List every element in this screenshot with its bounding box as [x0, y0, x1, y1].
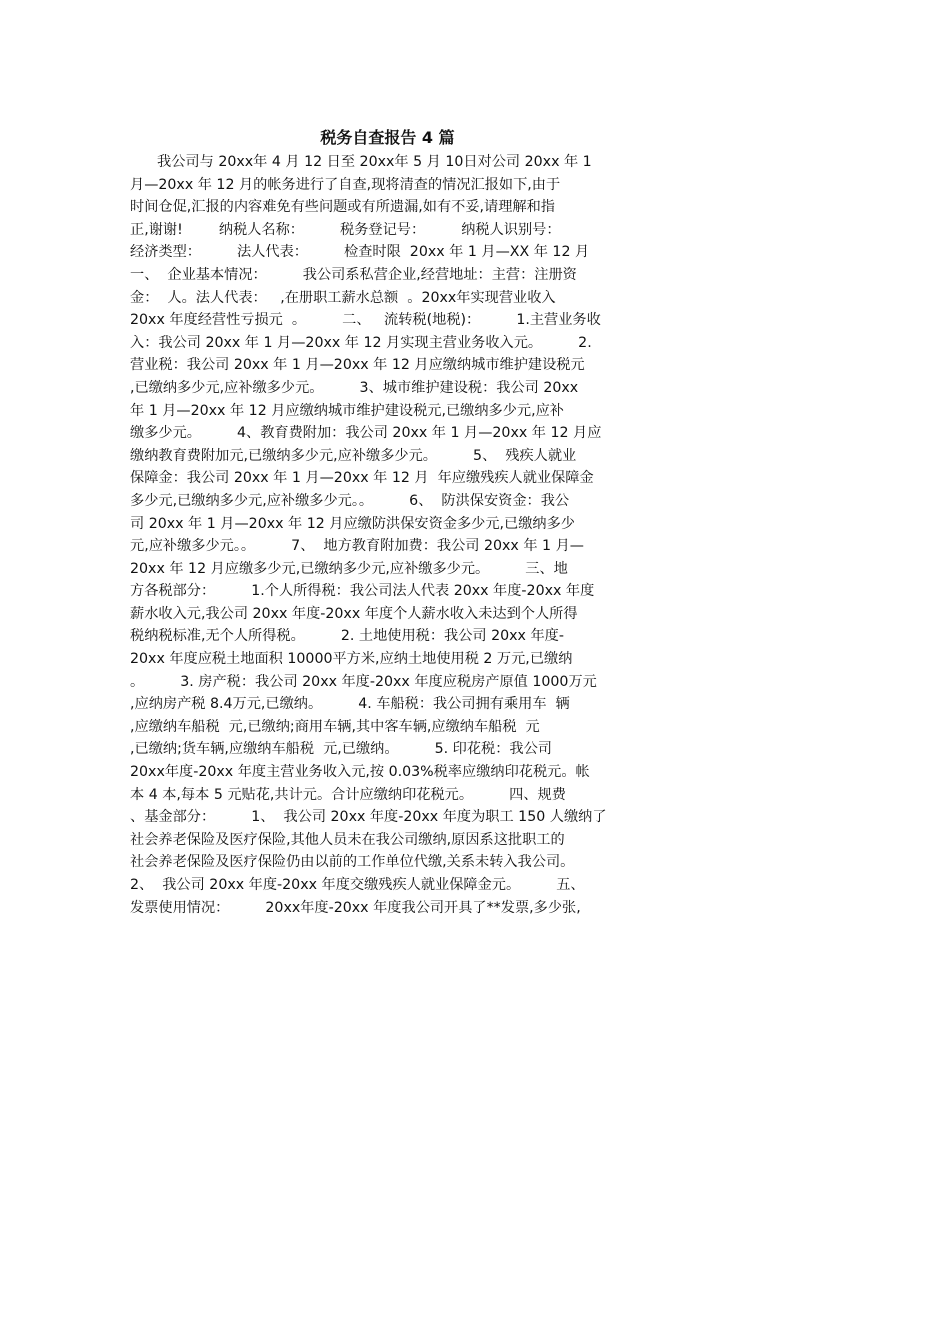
text-line: 缴多少元。 4、教育费附加：我公司 20xx 年 1 月—20xx 年 12 月应: [130, 425, 602, 442]
text-line: 正,谢谢! 纳税人名称： 税务登记号： 纳税人识别号：: [130, 221, 561, 238]
text-line: ,应纳房产税 8.4万元,已缴纳。 4. 车船税：我公司拥有乘用车 辆: [130, 696, 570, 713]
document-body: [130, 151, 660, 919]
text-line: 多少元,已缴纳多少元,应补缴多少元。。 6、 防洪保安资金：我公: [130, 492, 570, 509]
text-line: 。 3. 房产税：我公司 20xx 年度-20xx 年度应税房产原值 1000万元: [130, 673, 597, 690]
text-line: 保障金：我公司 20xx 年 1 月—20xx 年 12 月 年应缴残疾人就业保障金: [130, 470, 594, 487]
text-line: 缴纳教育费附加元,已缴纳多少元,应补缴多少元。 5、 残疾人就业: [130, 447, 577, 464]
text-line: 20xx年度-20xx 年度主营业务收入元,按 0.03%税率应缴纳印花税元。帐: [130, 764, 590, 781]
text-line: 薪水收入元,我公司 20xx 年度-20xx 年度个人薪水收入未达到个人所得: [130, 605, 578, 622]
text-line: 营业税：我公司 20xx 年 1 月—20xx 年 12 月应缴纳城市维护建设税元: [130, 357, 585, 374]
text-line: 元,应补缴多少元。。 7、 地方教育附加费：我公司 20xx 年 1 月—: [130, 538, 584, 555]
text-line: 社会养老保险及医疗保险仍由以前的工作单位代缴,关系未转入我公司。: [130, 854, 575, 871]
text-line: 我公司与 20xx年 4 月 12 日至 20xx年 5 月 10日对公司 20xx 年 1: [130, 154, 592, 170]
text-line: 2、 我公司 20xx 年度-20xx 年度交缴残疾人就业保障金元。 五、: [130, 877, 585, 893]
text-line: 入：我公司 20xx 年 1 月—20xx 年 12 月实现主营业务收入元。 2.: [130, 334, 592, 351]
text-line: 本 4 本,每本 5 元贴花,共计元。合计应缴纳印花税元。 四、规费: [130, 786, 566, 803]
text-line: 经济类型： 法人代表： 检查时限 20xx 年 1 月—XX 年 12 月: [130, 244, 590, 261]
document-title: 税务自查报告 4 篇: [320, 128, 455, 147]
text-line: 金： 人。法人代表： ,在册职工薪水总额 。20xx年实现营业收入: [130, 289, 556, 306]
text-line: 年 1 月—20xx 年 12 月应缴纳城市维护建设税元,已缴纳多少元,应补: [130, 402, 564, 419]
text-line: 月—20xx 年 12 月的帐务进行了自查,现将清查的情况汇报如下,由于: [130, 176, 561, 193]
text-line: 时间仓促,汇报的内容难免有些问题或有所遗漏,如有不妥,请理解和指: [130, 199, 555, 216]
text-line: 税纳税标准,无个人所得税。 2. 土地使用税：我公司 20xx 年度-: [130, 628, 564, 645]
text-line: 社会养老保险及医疗保险,其他人员未在我公司缴纳,原因系这批职工的: [130, 831, 565, 848]
text-line: 20xx 年 12 月应缴多少元,已缴纳多少元,应补缴多少元。 三、地: [130, 560, 568, 577]
text-line: 方各税部分： 1.个人所得税：我公司法人代表 20xx 年度-20xx 年度: [130, 583, 595, 600]
text-line: 、基金部分： 1、 我公司 20xx 年度-20xx 年度为职工 150 人缴纳了: [130, 809, 607, 826]
text-line: 司 20xx 年 1 月—20xx 年 12 月应缴防洪保安资金多少元,已缴纳多少: [130, 515, 575, 532]
text-line: 20xx 年度经营性亏损元 。 二、 流转税(地税)： 1.主营业务收: [130, 312, 601, 329]
text-line: 发票使用情况： 20xx年度-20xx 年度我公司开具了**发票,多少张,: [130, 899, 581, 916]
text-line: ,已缴纳多少元,应补缴多少元。 3、城市维护建设税：我公司 20xx: [130, 379, 579, 396]
text-line: 一、 企业基本情况： 我公司系私营企业,经营地址：主营：注册资: [130, 266, 577, 283]
text-line: 20xx 年度应税土地面积 10000平方米,应纳土地使用税 2 万元,已缴纳: [130, 651, 573, 668]
text-line: ,应缴纳车船税 元,已缴纳;商用车辆,其中客车辆,应缴纳车船税 元: [130, 718, 540, 735]
text-line: ,已缴纳;货车辆,应缴纳车船税 元,已缴纳。 5. 印花税：我公司: [130, 741, 552, 758]
